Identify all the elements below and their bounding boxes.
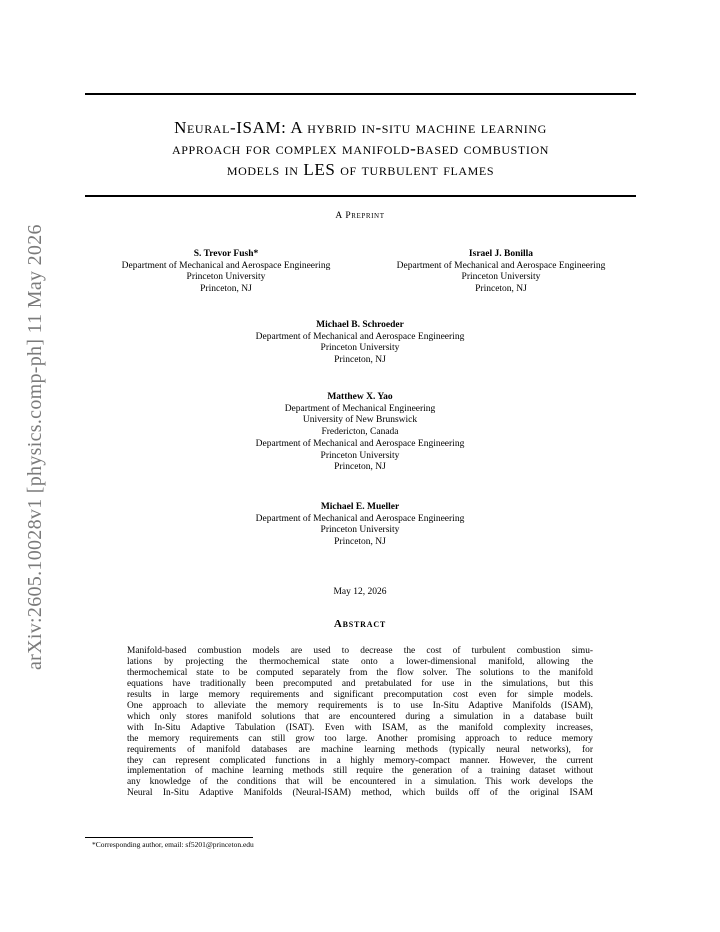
abstract-line: One approach to alleviate the memory requirements is to use In-Situ Adaptive Manifolds (ISAM), <box>127 700 593 711</box>
title-top-rule <box>85 93 636 95</box>
author-affiliation: Princeton, NJ <box>334 462 386 473</box>
author-block <box>85 249 367 296</box>
footnote: *Corresponding author, email: sf5201@princeton.edu <box>92 840 254 849</box>
author-affiliation: Department of Mechanical and Aerospace Engineering <box>255 438 465 449</box>
author-name: Michael B. Schroeder <box>316 320 404 330</box>
abstract-line: any knowledge of the conditions that will be encountered in a simulation. This work develops the <box>127 777 593 788</box>
abstract-line: Neural In-Situ Adaptive Manifolds (Neural-ISAM) method, which builds off of the original ISAM <box>127 788 593 799</box>
preprint-label: A Preprint <box>335 211 385 221</box>
author-name: S. Trevor Fush* <box>193 249 259 259</box>
abstract-line: results in large memory requirements and significant precomputation cost even for simple models. <box>127 689 593 700</box>
author-affiliation: Princeton University <box>320 450 400 461</box>
title-line: models in LES of turbulent flames <box>226 160 495 179</box>
abstract-line: the memory requirements can still grow too large. Another promising approach to reduce memory <box>127 733 593 744</box>
author-affiliation: Princeton, NJ <box>334 537 386 548</box>
abstract-line: Manifold-based combustion models are used to decrease the cost of turbulent combustion simu- <box>127 646 593 656</box>
author-affiliation: Department of Mechanical Engineering <box>284 403 436 414</box>
abstract-line: equations have traditionally been precomputed and pretabulated for use in the simulations, but this <box>127 678 593 689</box>
abstract-line: lations by projecting the thermochemical state onto a lower-dimensional manifold, allowing the <box>127 656 593 667</box>
author-affiliation: Department of Mechanical and Aerospace Engineering <box>121 260 331 271</box>
abstract-line: which only stores manifold solutions that are encountered during a simulation in a database built <box>127 711 593 722</box>
author-affiliation: Princeton, NJ <box>475 284 527 295</box>
author-name: Matthew X. Yao <box>327 392 393 402</box>
abstract-line: they can represent complicated functions in a highly memory-compact manner. However, the current <box>127 755 593 766</box>
abstract-line: requirements of manifold databases are machine learning methods (typically neural networks), for <box>127 744 593 755</box>
author-block <box>160 392 560 474</box>
abstract-line: thermochemical state to be computed separately from the flow solver. The solutions to the manifold <box>127 667 593 678</box>
abstract-line: with In-Situ Adaptive Tabulation (ISAT). Even with ISAM, as the manifold complexity increases, <box>127 722 593 733</box>
author-block <box>160 502 560 549</box>
paper-title <box>85 117 636 180</box>
author-affiliation: University of New Brunswick <box>302 415 418 426</box>
footnote-rule <box>85 837 253 838</box>
author-block <box>160 320 560 367</box>
author-affiliation: Department of Mechanical and Aerospace Engineering <box>396 260 606 271</box>
author-affiliation: Fredericton, Canada <box>321 427 399 438</box>
author-affiliation: Princeton University <box>461 272 541 283</box>
author-affiliation: Department of Mechanical and Aerospace Engineering <box>255 513 465 524</box>
author-affiliation: Princeton University <box>320 525 400 536</box>
author-name: Michael E. Mueller <box>320 502 400 512</box>
author-affiliation: Princeton, NJ <box>200 284 252 295</box>
author-affiliation: Department of Mechanical and Aerospace Engineering <box>255 331 465 342</box>
title-line: Neural-ISAM: A hybrid in-situ machine learning <box>174 118 547 137</box>
author-block <box>360 249 642 296</box>
abstract-body <box>127 646 593 799</box>
author-affiliation: Princeton, NJ <box>334 355 386 366</box>
title-bottom-rule <box>85 195 636 197</box>
publication-date: May 12, 2026 <box>333 587 387 597</box>
author-affiliation: Princeton University <box>320 343 400 354</box>
author-affiliation: Princeton University <box>186 272 266 283</box>
author-name: Israel J. Bonilla <box>468 249 534 259</box>
title-line: approach for complex manifold-based combustion <box>172 139 549 158</box>
abstract-heading: Abstract <box>333 618 387 630</box>
abstract-line: implementation of machine learning methods still require the generation of a training dataset without <box>127 766 593 777</box>
arxiv-identifier: arXiv:2605.10028v1 [physics.comp-ph] 11 May 2026 <box>24 224 46 670</box>
